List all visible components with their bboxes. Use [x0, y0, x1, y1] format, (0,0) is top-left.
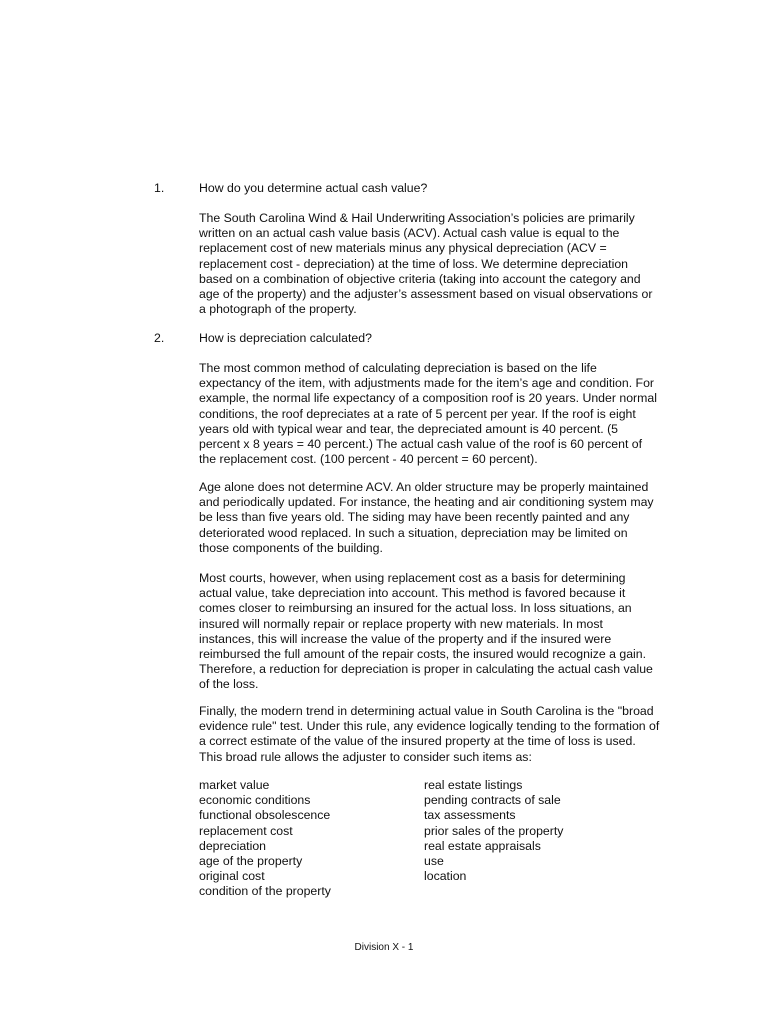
list-item: functional obsolescence: [199, 808, 331, 823]
list-item: market value: [199, 778, 270, 792]
answer-1-paragraph: The South Carolina Wind & Hail Underwriting Association’s policies are primarily written on an actual cash value basis (ACV). Actual cash value is equal to the replacement cost of new materials minus any physical depreciation (ACV = replacement cost - depreciation) at the time of loss. We determine depreciation based on a combination of objective criteria (taking into account the category and age of the property) and the adjuster’s assessment based on visual observations or a photograph of the property.: [199, 211, 653, 317]
list-item: replacement cost: [199, 823, 293, 838]
list-item: economic conditions: [199, 793, 311, 808]
list-item: age of the property: [199, 854, 303, 869]
answer-2-paragraph-1: The most common method of calculating depreciation is based on the life expectancy of the item, with adjustments made for the item’s age and condition. For example, the normal life expectancy of a composition roof is 20 years. Under normal conditions, the roof depreciates at a rate of 5 percent per year. If the roof is eight years old with typical wear and tear, the depreciated amount is 40 percent. (5 percent x 8 years = 40 percent.) The actual cash value of the roof is 60 percent of the replacement cost. (100 percent - 40 percent = 60 percent).: [199, 361, 657, 467]
answer-2-paragraph-4: Finally, the modern trend in determining actual value in South Carolina is the "broad evidence rule" test. Under this rule, any evidence logically tending to the formation of a correct estimate of the value of the insured property at the time of loss is used. This broad rule allows the adjuster to consider such items as:: [199, 704, 660, 764]
list-item: depreciation: [199, 838, 266, 853]
answer-2-paragraph-3: Most courts, however, when using replacement cost as a basis for determining actual value, take depreciation into account. This method is favored because it comes closer to reimbursing an insured for the actual loss. In loss situations, an insured will normally repair or replace property with new materials. In most instances, this will increase the value of the property and if the insured were reimbursed the full amount of the repair costs, the insured would recognize a gain. Therefore, a reduction for depreciation is proper in calculating the actual cash value of the loss.: [199, 571, 653, 692]
list-item: tax assessments: [424, 808, 516, 823]
question-number: 2.: [154, 331, 165, 345]
list-item: prior sales of the property: [424, 823, 564, 838]
evidence-list-right: [424, 778, 563, 884]
list-item: real estate listings: [424, 778, 523, 792]
evidence-list-left: [199, 778, 331, 900]
list-item: condition of the property: [199, 884, 331, 899]
question-text: How do you determine actual cash value?: [199, 181, 428, 195]
question-number: 1.: [154, 181, 165, 195]
list-item: pending contracts of sale: [424, 793, 561, 808]
list-item: real estate appraisals: [424, 838, 541, 853]
list-item: original cost: [199, 869, 265, 884]
question-text: How is depreciation calculated?: [199, 331, 372, 345]
list-item: location: [424, 869, 467, 884]
list-item: use: [424, 854, 444, 869]
answer-2-paragraph-2: Age alone does not determine ACV. An older structure may be properly maintained and periodically updated. For instance, the heating and air conditioning system may be less than five years old. The siding may have been recently painted and any deteriorated wood replaced. In such a situation, depreciation may be limited on those components of the building.: [199, 480, 654, 555]
page-footer: Division X - 1: [354, 942, 414, 953]
